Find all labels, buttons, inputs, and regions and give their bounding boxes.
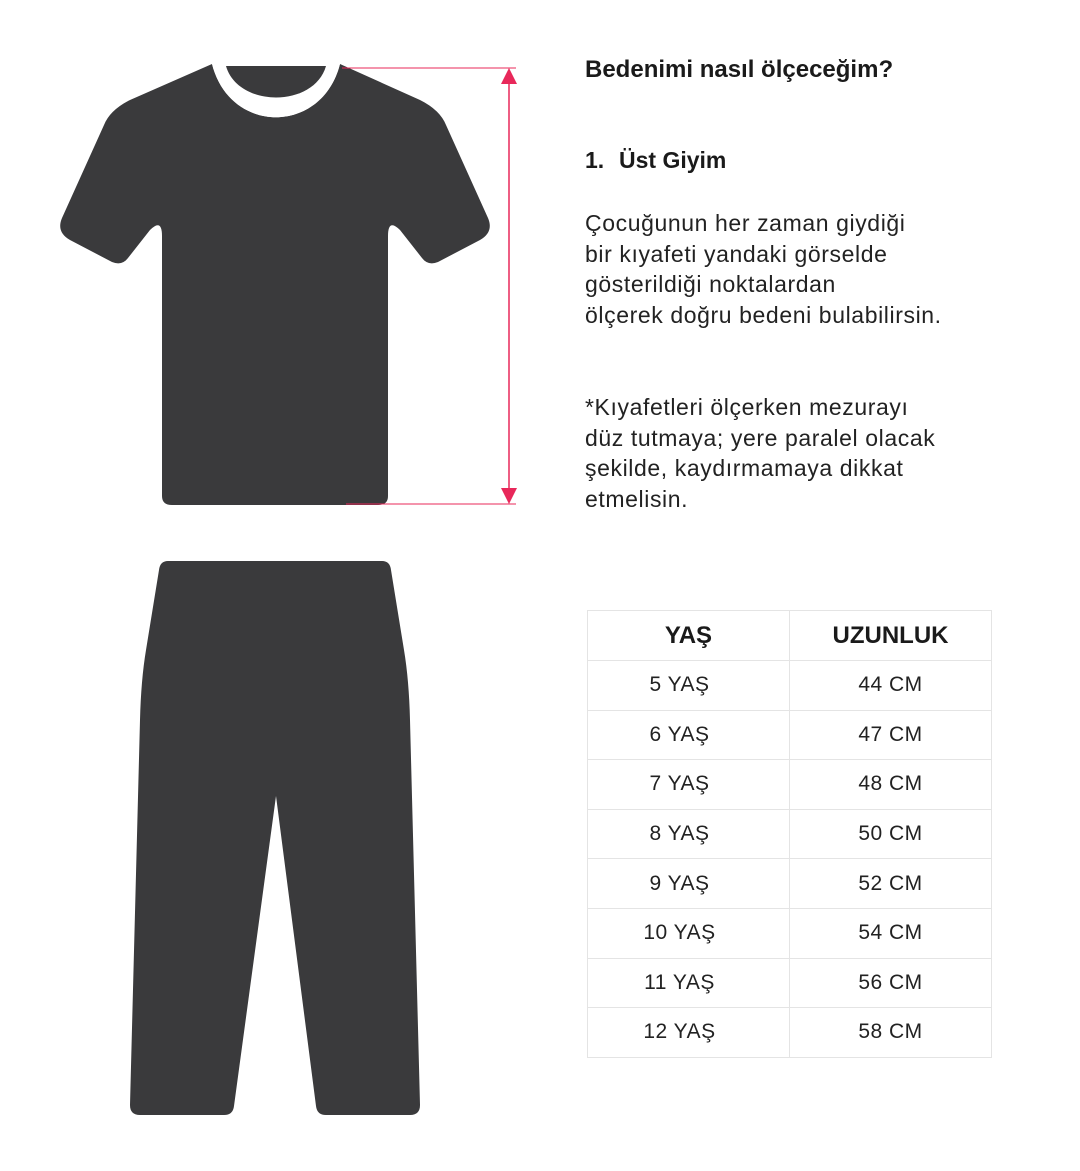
table-row [588,958,992,1008]
section-title: Üst Giyim [619,147,727,173]
tshirt-icon [60,64,490,505]
section-number: 1. [585,147,605,173]
age-cell: 8 YAŞ [588,809,790,859]
instruction-line: Çocuğunun her zaman giydiği [585,210,906,236]
age-cell: 7 YAŞ [588,760,790,810]
table-row [588,908,992,958]
table-row [588,1008,992,1058]
length-cell: 50 CM [790,809,992,859]
length-cell: 47 CM [790,710,992,760]
age-cell: 11 YAŞ [588,958,790,1008]
table-row [588,661,992,711]
instruction-paragraph [585,208,942,330]
age-cell: 6 YAŞ [588,710,790,760]
length-cell: 52 CM [790,859,992,909]
header-age: YAŞ [588,611,790,661]
length-cell: 56 CM [790,958,992,1008]
length-cell: 54 CM [790,908,992,958]
instruction-line: bir kıyafeti yandaki görselde [585,240,888,267]
age-cell: 5 YAŞ [588,661,790,711]
size-table [587,610,992,1058]
length-cell: 58 CM [790,1008,992,1058]
page-title: Bedenimi nasıl ölçeceğim? [585,56,894,83]
header-length: UZUNLUK [790,611,992,661]
note-line: etmelisin. [585,485,689,512]
table-header-row [588,611,992,661]
length-cell: 44 CM [790,661,992,711]
note-line: düz tutmaya; yere paralel olacak [585,424,936,451]
table-row [588,809,992,859]
section-heading [585,147,726,174]
note-line: şekilde, kaydırmamaya dikkat [585,455,904,481]
table-row [588,710,992,760]
length-cell: 48 CM [790,760,992,810]
note-line: *Kıyafetleri ölçerken mezurayı [585,394,909,420]
table-row [588,859,992,909]
age-cell: 12 YAŞ [588,1008,790,1058]
note-paragraph [585,392,935,514]
age-cell: 9 YAŞ [588,859,790,909]
pants-icon [130,561,420,1115]
age-cell: 10 YAŞ [588,908,790,958]
instruction-line: gösterildiği noktalardan [585,271,836,297]
instruction-line: ölçerek doğru bedeni bulabilirsin. [585,301,942,328]
table-row [588,760,992,810]
